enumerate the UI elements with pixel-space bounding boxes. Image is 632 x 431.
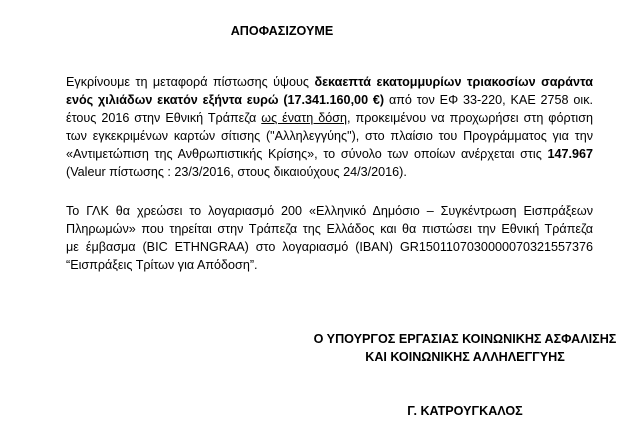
- text: «Αντιμετώπιση της Ανθρωπιστικής Κρίσης», το σύνολο των οποίων ανέρχεται στις: [66, 147, 548, 161]
- text-line: [66, 75, 593, 89]
- text-line: [66, 147, 593, 161]
- signatory-name: Γ. ΚΑΤΡΟΥΓΚΑΛΟΣ: [407, 404, 523, 418]
- signature-title-line2: ΚΑΙ ΚΟΙΝΩΝΙΚΗΣ ΑΛΛΗΛΕΓΓΥΗΣ: [365, 350, 565, 364]
- text: , προκειμένου να προχωρήσει στη φόρτιση: [347, 111, 593, 125]
- text-line: [66, 93, 593, 107]
- signature-title-line1: Ο ΥΠΟΥΡΓΟΣ ΕΡΓΑΣΙΑΣ ΚΟΙΝΩΝΙΚΗΣ ΑΣΦΑΛΙΣΗΣ: [313, 332, 617, 346]
- decision-heading: ΑΠΟΦΑΣΙΖΟΥΜΕ: [230, 24, 334, 38]
- text-line: των εγκεκριμένων καρτών σίτισης ("Αλληλεγγύης"), στο πλαίσιο του Προγράμματος για την: [66, 129, 593, 143]
- bold-amount-words: δεκαεπτά εκατομμυρίων τριακοσίων σαράντα: [314, 75, 593, 89]
- text-line: με έμβασμα (BIC ETHNGRAA) στο λογαριασμό (IBAN) GR1501107030000070321557376: [66, 240, 593, 254]
- text: από τον ΕΦ 33-220, ΚΑΕ 2758 οικ.: [384, 93, 593, 107]
- text-line: [66, 111, 593, 125]
- text-line: “Εισπράξεις Τρίτων για Απόδοση”.: [66, 258, 258, 272]
- bold-amount: ενός χιλιάδων εκατόν εξήντα ευρώ (17.341.160,00 €): [66, 93, 385, 107]
- text: έτους 2016 στην Εθνική Τράπεζα: [66, 111, 262, 125]
- text: Εγκρίνουμε τη μεταφορά πίστωσης ύψους: [66, 75, 315, 89]
- text-line: Πληρωμών» που τηρείται στην Τράπεζα της Ελλάδος και θα πιστώσει την Εθνική Τράπεζα: [66, 222, 593, 236]
- bold-count: 147.967: [547, 147, 593, 161]
- underlined-installment: ως ένατη δόση: [261, 111, 348, 125]
- text-line: Το ΓΛΚ θα χρεώσει το λογαριασμό 200 «Ελληνικό Δημόσιο – Συγκέντρωση Εισπράξεων: [66, 204, 593, 218]
- text-line: (Valeur πίστωσης : 23/3/2016, στους δικαιούχους 24/3/2016).: [66, 165, 407, 179]
